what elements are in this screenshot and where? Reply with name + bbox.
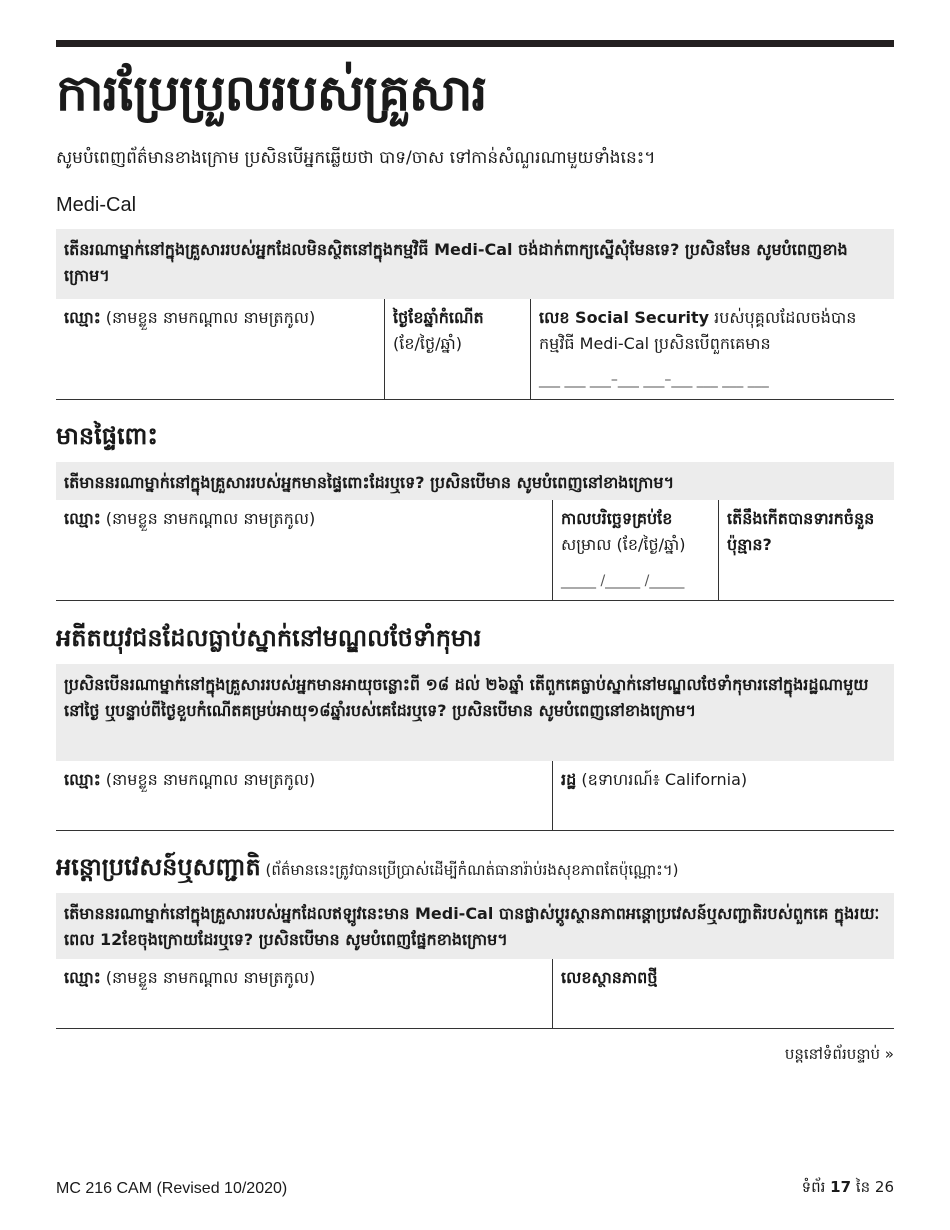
section-title-foster: អតីតយុវជនដែលធ្លាប់ស្នាក់នៅមណ្ឌលថែទាំកុមារ	[56, 624, 482, 652]
field-label: ឈ្មោះ	[64, 308, 101, 327]
answer-row-pregnant	[56, 500, 894, 601]
section-title-pregnant: មានផ្ទៃពោះ	[56, 422, 158, 450]
form-page	[56, 0, 894, 1230]
due-date-field[interactable]	[552, 500, 718, 600]
question-pregnant	[56, 462, 894, 500]
dob-field[interactable]	[384, 299, 530, 399]
name-field[interactable]	[56, 500, 552, 600]
name-field[interactable]	[56, 761, 552, 830]
page-title: ការប្រែប្រួលរបស់គ្រួសារ	[56, 64, 487, 122]
new-status-field[interactable]	[552, 959, 894, 1028]
state-field[interactable]	[552, 761, 894, 830]
field-hint: (ឧទាហរណ៍៖ California)	[576, 770, 748, 789]
section-title-note: (ព័ត៌មាននេះត្រូវបានប្រើប្រាស់ដើម្បីកំណត់ធានារ៉ាប់រងសុខភាពតែប៉ុណ្ណោះ។)	[260, 861, 679, 879]
question-text: ប្រសិនបើនរណាម្នាក់នៅក្នុងគ្រួសាររបស់អ្នកមានអាយុចន្លោះពី ១៨ ដល់ ២៦ឆ្នាំ តើពួកគេធ្លាប់ស្នាក់នៅមណ្ឌលថែទាំកុមារនៅក្នុងរដ្ឋណាមួយនៅថ្ងៃ ឬបន្ទាប់ពីថ្ងៃខួបកំណើតគម្រប់អាយុ១៨ឆ្នាំរបស់គេដែរឬទេ? ប្រសិនបើមាន សូមបំពេញនៅខាងក្រោម។	[64, 675, 869, 720]
field-label: តើនឹងកើតបានទារកចំនួនប៉ុន្មាន?	[727, 509, 875, 554]
continue-next-page: បន្តនៅទំព័របន្ទាប់ »	[784, 1045, 894, 1063]
field-hint: សម្រាល (ខែ/ថ្ងៃ/ឆ្នាំ)	[561, 535, 686, 554]
field-label: លេខ Social Security	[539, 308, 710, 327]
answer-row-medical	[56, 299, 894, 400]
section-title-immigration	[56, 849, 679, 888]
of-label: នៃ	[855, 1178, 871, 1196]
total-pages: 26	[874, 1178, 894, 1196]
intro-text: សូមបំពេញព័ត៌មានខាងក្រោម ប្រសិនបើអ្នកឆ្លើយថា បាទ/ចាស ទៅកាន់សំណួរណាមួយទាំងនេះ។	[56, 148, 656, 168]
field-label: ឈ្មោះ	[64, 968, 101, 987]
field-label: កាលបរិច្ឆេទគ្រប់ខែ	[561, 509, 673, 528]
question-text: តើមាននរណាម្នាក់នៅក្នុងគ្រួសាររបស់អ្នកមានផ្ទៃពោះដែរឬទេ? ប្រសិនបើមាន សូមបំពេញនៅខាងក្រោម។	[64, 473, 675, 492]
question-text: តើនរណាម្នាក់នៅក្នុងគ្រួសាររបស់អ្នកដែលមិនស្ថិតនៅក្នុងកម្មវិធី Medi-Cal ចង់ដាក់ពាក្យស្នើសុំមែនទេ? ប្រសិនមែន សូមបំពេញខាងក្រោម។	[64, 240, 848, 285]
field-hint: (នាមខ្លួន នាមកណ្ដាល នាមត្រកូល)	[100, 308, 316, 327]
field-label: ឈ្មោះ	[64, 770, 101, 789]
top-rule	[56, 40, 894, 47]
field-label: លេខស្ថានភាពថ្មី	[561, 968, 658, 987]
page-label: ទំព័រ	[801, 1178, 826, 1196]
field-hint: (នាមខ្លួន នាមកណ្ដាល នាមត្រកូល)	[100, 509, 316, 528]
question-foster	[56, 664, 894, 761]
ssn-field[interactable]	[530, 299, 894, 399]
field-hint: (ខែ/ថ្ងៃ/ឆ្នាំ)	[393, 334, 462, 353]
answer-row-immigration	[56, 959, 894, 1029]
field-label: ថ្ងៃខែឆ្នាំកំណើត	[393, 308, 484, 327]
field-hint: (នាមខ្លួន នាមកណ្ដាល នាមត្រកូល)	[100, 770, 316, 789]
field-hint: (នាមខ្លួន នាមកណ្ដាល នាមត្រកូល)	[100, 968, 316, 987]
question-text: តើមាននរណាម្នាក់នៅក្នុងគ្រួសាររបស់អ្នកដែលឥឡូវនេះមាន Medi-Cal បានផ្លាស់ប្តូរស្ថានភាពអន្តោប្រវេសន៍ឬសញ្ជាតិរបស់ពួកគេ ក្នុងរយៈពេល 12ខែចុងក្រោយដែរឬទេ? ប្រសិនបើមាន សូមបំពេញផ្នែកខាងក្រោម។	[64, 904, 880, 949]
ssn-blanks: ___ ___ ___–___ ___–___ ___ ___ ___	[539, 372, 769, 388]
field-label: រដ្ឋ	[561, 770, 577, 789]
name-field[interactable]	[56, 299, 384, 399]
section-title-text: អន្តោប្រវេសន៍ឬសញ្ជាតិ	[56, 853, 261, 881]
question-immigration	[56, 893, 894, 959]
field-hint: របស់បុគ្គលដែលចង់បានកម្មវិធី Medi-Cal ប្រសិនបើពួកគេមាន	[539, 308, 857, 353]
name-field[interactable]	[56, 959, 552, 1028]
question-medical	[56, 229, 894, 299]
field-label: ឈ្មោះ	[64, 509, 101, 528]
current-page: 17	[830, 1178, 852, 1196]
babies-count-field[interactable]	[718, 500, 894, 600]
due-date-blanks: _____ /_____ /_____	[561, 573, 685, 589]
page-number	[802, 1178, 894, 1200]
form-id: MC 216 CAM (Revised 10/2020)	[56, 1180, 288, 1197]
answer-row-foster	[56, 761, 894, 831]
section-title-medical: Medi-Cal	[56, 194, 137, 216]
